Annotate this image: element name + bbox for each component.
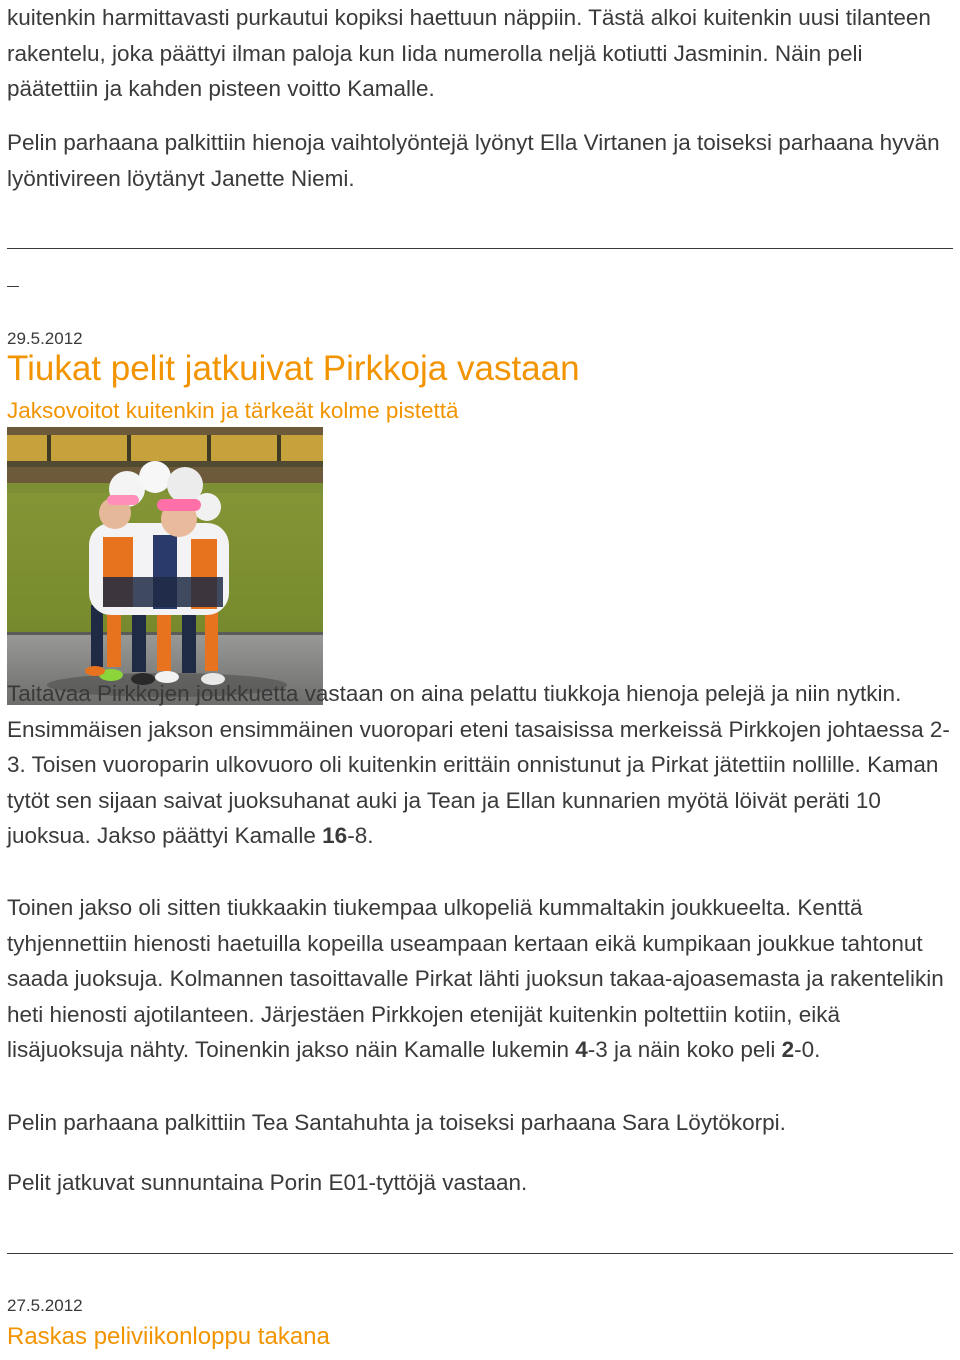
article-title[interactable]: Tiukat pelit jatkuivat Pirkkoja vastaan <box>7 349 580 388</box>
article-subtitle: Jaksovoitot kuitenkin ja tärkeät kolme pistettä <box>7 398 459 423</box>
score-first-period: 16 <box>322 823 348 848</box>
separator-line <box>7 248 953 249</box>
next-article-date: 27.5.2012 <box>7 1296 83 1315</box>
article-best-players: Pelin parhaana palkittiin Tea Santahuhta ja toiseksi parhaana Sara Löytökorpi. <box>7 1110 786 1135</box>
separator-line <box>7 1253 953 1254</box>
article-date: 29.5.2012 <box>7 329 83 348</box>
next-article-title[interactable]: Raskas peliviikonloppu takana <box>7 1323 330 1350</box>
paragraph-2-text: Toinen jakso oli sitten tiukkaakin tiukempaa ulkopeliä kummaltakin joukkueelta. Kenttä tyhjennettiin hienosti haetuilla kopeilla useampaan kertaan eikä kumpikaan joukkue tahtonut saada juoksuja. Kolmannen tasoittavalle Pirkat lähti juoksun takaa-ajoasemasta ja rakentelikin heti hienosti ajotilanteen. Järjestäen Pirkkojen etenijät kuitenkin poltettiin kotiin, eikä lisäjuoksuja nähty. Toinenkin jakso näin Kamalle lukemin <box>7 895 944 1062</box>
team-huddle-photo <box>7 427 323 705</box>
score-second-period: 4 <box>575 1037 588 1062</box>
paragraph-1-text: Taitavaa Pirkkojen joukkuetta vastaan on aina pelattu tiukkoja hienoja pelejä ja niin nytkin. Ensimmäisen jakson ensimmäinen vuoropari eteni tasaisissa merkeissä Pirkkojen johtaessa 2-3. Toisen vuoroparin ulkovuoro oli kuitenkin erittäin onnistunut ja Pirkat jätettiin nollille. Kaman tytöt sen sijaan saivat juoksuhanat auki ja Tean ja Ellan kunnarien myötä löivät peräti 10 juoksua. Jakso päättyi Kamalle <box>7 681 950 848</box>
article-paragraph-2 <box>7 890 955 1068</box>
separator-stub <box>7 286 19 287</box>
article-next-games: Pelit jatkuvat sunnuntaina Porin E01-tyttöjä vastaan. <box>7 1170 528 1195</box>
previous-article-paragraph: kuitenkin harmittavasti purkautui kopiksi haettuun näppiin. Tästä alkoi kuitenkin uusi tilanteen rakentelu, joka päättyi ilman paloja kun Iida numerolla neljä kotiutti Jasminin. Näin peli päätettiin ja kahden pisteen voitto Kamalle. <box>7 5 931 101</box>
paragraph-1-end: -8. <box>347 823 374 848</box>
paragraph-2-mid: -3 ja näin koko peli <box>587 1037 782 1062</box>
score-final: 2 <box>781 1037 795 1062</box>
paragraph-2-end: -0. <box>794 1037 821 1062</box>
photo-image <box>7 427 323 705</box>
previous-article-best-players: Pelin parhaana palkittiin hienoja vaihtolyöntejä lyönyt Ella Virtanen ja toiseksi parhaana hyvän lyöntivireen löytänyt Janette Niemi. <box>7 130 940 191</box>
